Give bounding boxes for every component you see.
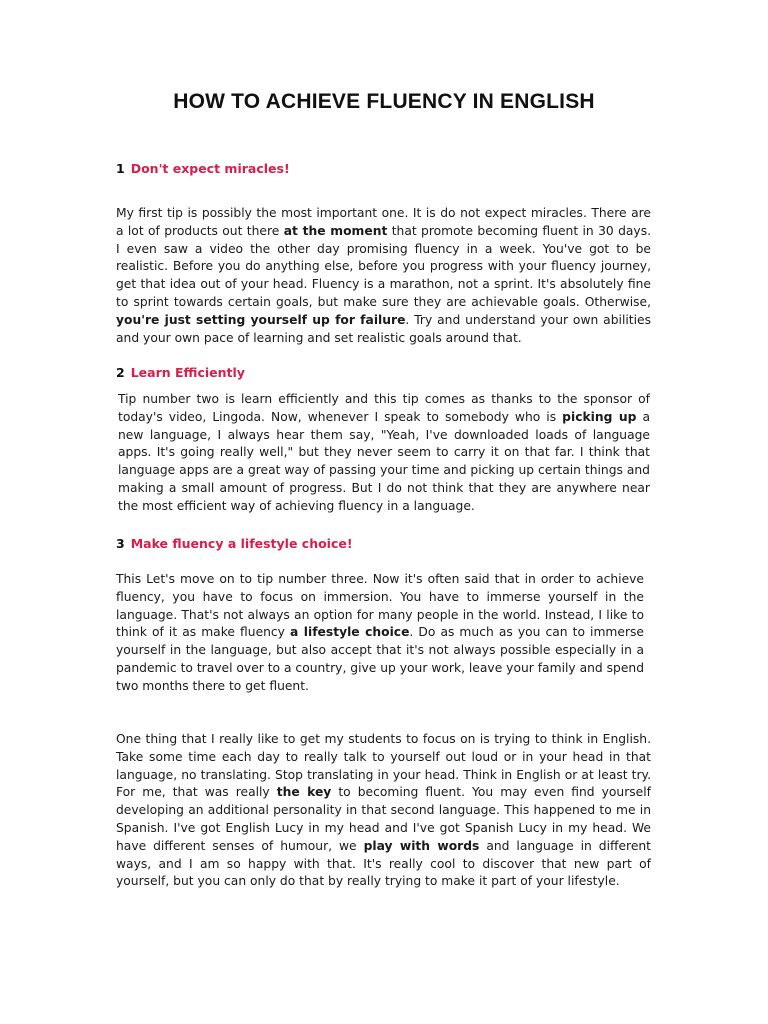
bold-phrase: the key (276, 785, 332, 800)
text-run: and language in different ways, and I am so happy with that. It's really cool to discover that new part of yourself, but you can only do that by really trying to make it part of your lifestyle. (116, 838, 651, 889)
section-3-paragraph (116, 571, 644, 696)
bold-phrase: you're just setting yourself up for failure (116, 312, 406, 327)
document-title: HOW TO ACHIEVE FLUENCY IN ENGLISH (173, 90, 595, 113)
bold-phrase: picking up (562, 409, 637, 424)
text-run: a new language, I always hear them say, "Yeah, I've downloaded loads of language apps. It's going really well," but they never seem to carry it on that far. I think that language apps are a great way of passing your time and picking up certain things and making a small amount of progress. But I do not think that they are anywhere near the most efficient way of achieving fluency in a language. (118, 409, 650, 513)
section-2-title: Learn Efficiently (130, 365, 245, 380)
text-run: . Try and understand your own abilities and your own pace of learning and set realistic goals around that. (116, 312, 651, 345)
bold-phrase: play with words (363, 838, 480, 853)
section-1-paragraph (116, 205, 651, 347)
section-3-number: 3 (116, 536, 125, 551)
text-run: Tip number two is learn efficiently and this tip comes as thanks to the sponsor of today's video, Lingoda. Now, whenever I speak to somebody who is (118, 392, 650, 424)
text-run: My first tip is possibly the most important one. It is do not expect miracles. There are a lot of products out there (116, 206, 651, 238)
section-1-number: 1 (116, 161, 125, 176)
bold-phrase: at the moment (283, 223, 388, 238)
section-3-heading (116, 536, 353, 551)
text-run: One thing that I really like to get my students to focus on is trying to think in English. Take some time each day to really talk to yourself out loud or in your head in that language, no translating. Stop translating in your head. Think in English or at least try. For me, that was really (116, 732, 651, 800)
bold-phrase: a lifestyle choice (290, 625, 410, 640)
text-run: This Let's move on to tip number three. Now it's often said that in order to achieve fluency, you have to focus on immersion. You have to immerse yourself in the language. That's not always an option for many people in the world. Instead, I like to think of it as make fluency (116, 572, 644, 640)
section-2-heading (116, 365, 245, 380)
text-run: to becoming fluent. You may even find yourself developing an additional personality in that second language. This happened to me in Spanish. I've got English Lucy in my head and I've got Spanish Lucy in my head. We have different senses of humour, we (116, 785, 651, 853)
section-3-paragraph-2 (116, 731, 651, 891)
section-1-heading (116, 161, 290, 176)
text-run: that promote becoming fluent in 30 days. I even saw a video the other day promising fluency in a week. You've got to be realistic. Before you do anything else, before you progress with your fluency journey, get that idea out of your head. Fluency is a marathon, not a sprint. It's absolutely fine to sprint towards certain goals, but make sure they are achievable goals. Otherwise, (116, 223, 652, 309)
section-3-title: Make fluency a lifestyle choice! (130, 536, 353, 551)
section-2-paragraph (118, 391, 650, 516)
section-1-title: Don't expect miracles! (130, 161, 290, 176)
text-run: . Do as much as you can to immerse yourself in the language, but also accept that it's not always possible especially in a pandemic to travel over to a country, give up your work, leave your family and spend two months there to get fluent. (116, 625, 645, 693)
section-2-number: 2 (116, 365, 125, 380)
